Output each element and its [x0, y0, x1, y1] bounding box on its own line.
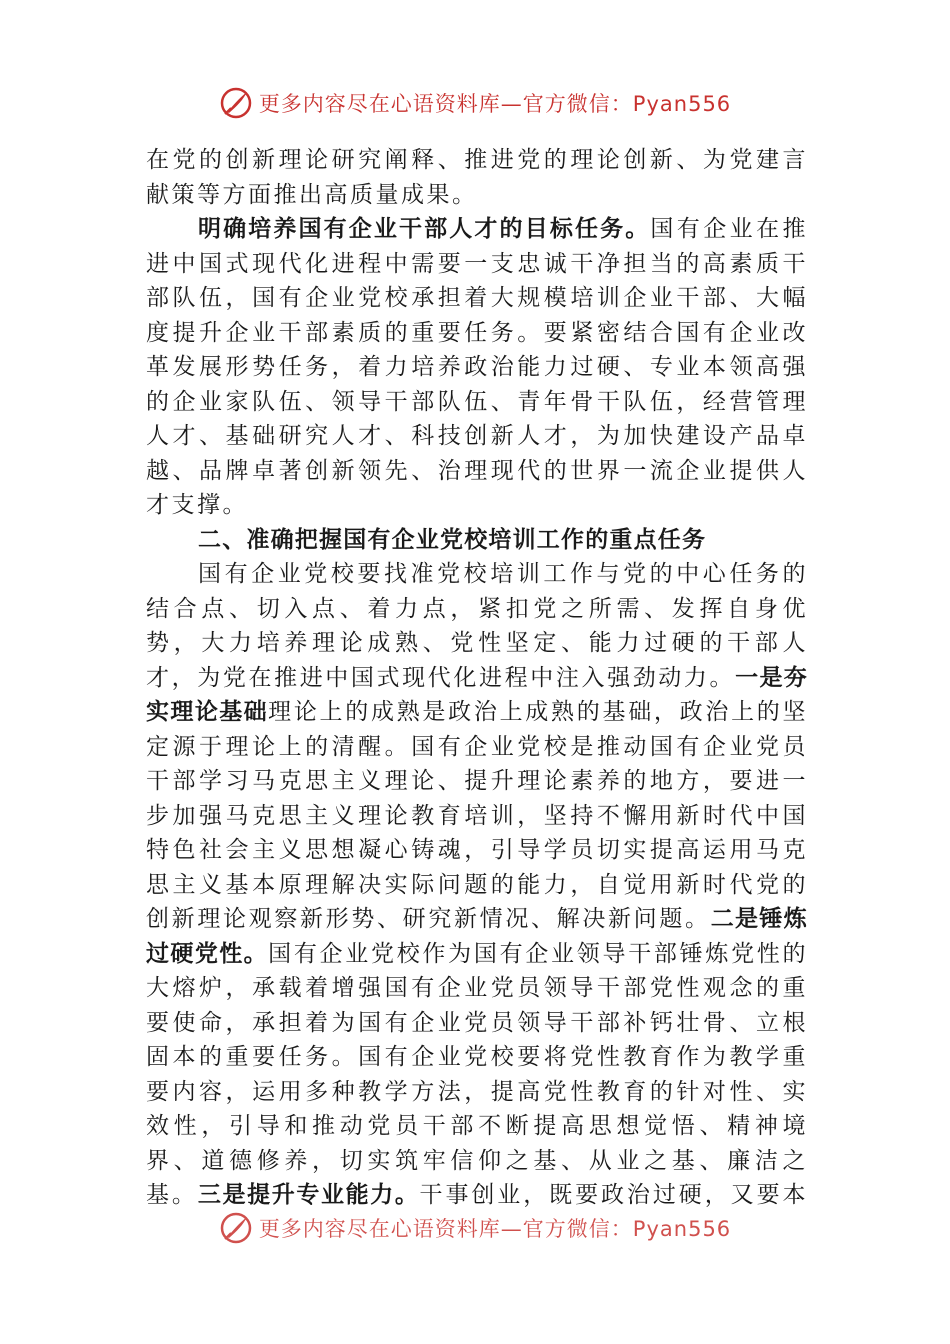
paragraph-text: 理论上的成熟是政治上成熟的基础，政治上的坚定源于理论上的清醒。国有企业党校是推动国有企业党员干部学习马克思主义理论、提升理论素养的地方，要进一步加强马克思主义理论教育培训，坚持不懈用新时代中国特色社会主义思想凝心铸魂，引导学员切实提高运用马克思主义基本原理解决实际问题的能力，自觉用新时代党的创新理论观察新形势、研究新情况、解决新问题。 — [146, 699, 808, 932]
bold-lead: 二是锤炼过硬党性。 — [146, 906, 808, 967]
paragraph-continued: 在党的创新理论研究阐释、推进党的理论创新、为党建言献策等方面推出高质量成果。 — [146, 147, 808, 208]
bold-lead: 三是提升专业能力。 — [197, 1182, 420, 1208]
bold-lead: 一是夯实理论基础 — [146, 664, 808, 725]
paragraph-cadre-targets — [146, 212, 808, 523]
footer-watermark — [0, 1211, 950, 1245]
paragraph-text: 国有企业党校作为国有企业领导干部锤炼党性的大熔炉，承载着增强国有企业党员领导干部党性观念的重要使命，承担着为国有企业党员领导干部补钙壮骨、立根固本的重要任务。国有企业党校要将党性教育作为教学重要内容，运用多种教学方法，提高党性教育的针对性、实效性，引导和推动党员干部不断提高思想觉悟、精神境界、道德修养，切实筑牢信仰之基、从业之基、廉洁之基。 — [146, 940, 808, 1208]
feather-pen-logo-icon — [219, 1211, 253, 1245]
document-body — [146, 143, 808, 1211]
feather-pen-logo-icon — [219, 86, 253, 120]
paragraph-key-tasks — [146, 557, 808, 1211]
paragraph-text: 干事创业，既要政治过硬，又要本 — [419, 1182, 808, 1208]
bold-lead: 明确培养国有企业干部人才的目标任务。 — [198, 216, 651, 242]
section-heading: 二、准确把握国有企业党校培训工作的重点任务 — [198, 526, 707, 553]
paragraph-text: 国有企业党校要找准党校培训工作与党的中心任务的结合点、切入点、着力点，紧扣党之所需、发挥自身优势，大力培养理论成熟、党性坚定、能力过硬的干部人才，为党在推进中国式现代化进程中注入强劲动力。 — [146, 561, 808, 691]
watermark-text: 更多内容尽在心语资料库—官方微信：Pyan556 — [258, 92, 732, 116]
paragraph-text: 国有企业在推进中国式现代化进程中需要一支忠诚干净担当的高素质干部队伍，国有企业党校承担着大规模培训企业干部、大幅度提升企业干部素质的重要任务。要紧密结合国有企业改革发展形势任务，着力培养政治能力过硬、专业本领高强的企业家队伍、领导干部队伍、青年骨干队伍，经营管理人才、基础研究人才、科技创新人才，为加快建设产品卓越、品牌卓著创新领先、治理现代的世界一流企业提供人才支撑。 — [146, 216, 808, 518]
watermark-text: 更多内容尽在心语资料库—官方微信：Pyan556 — [258, 1217, 732, 1241]
header-watermark — [0, 86, 950, 120]
